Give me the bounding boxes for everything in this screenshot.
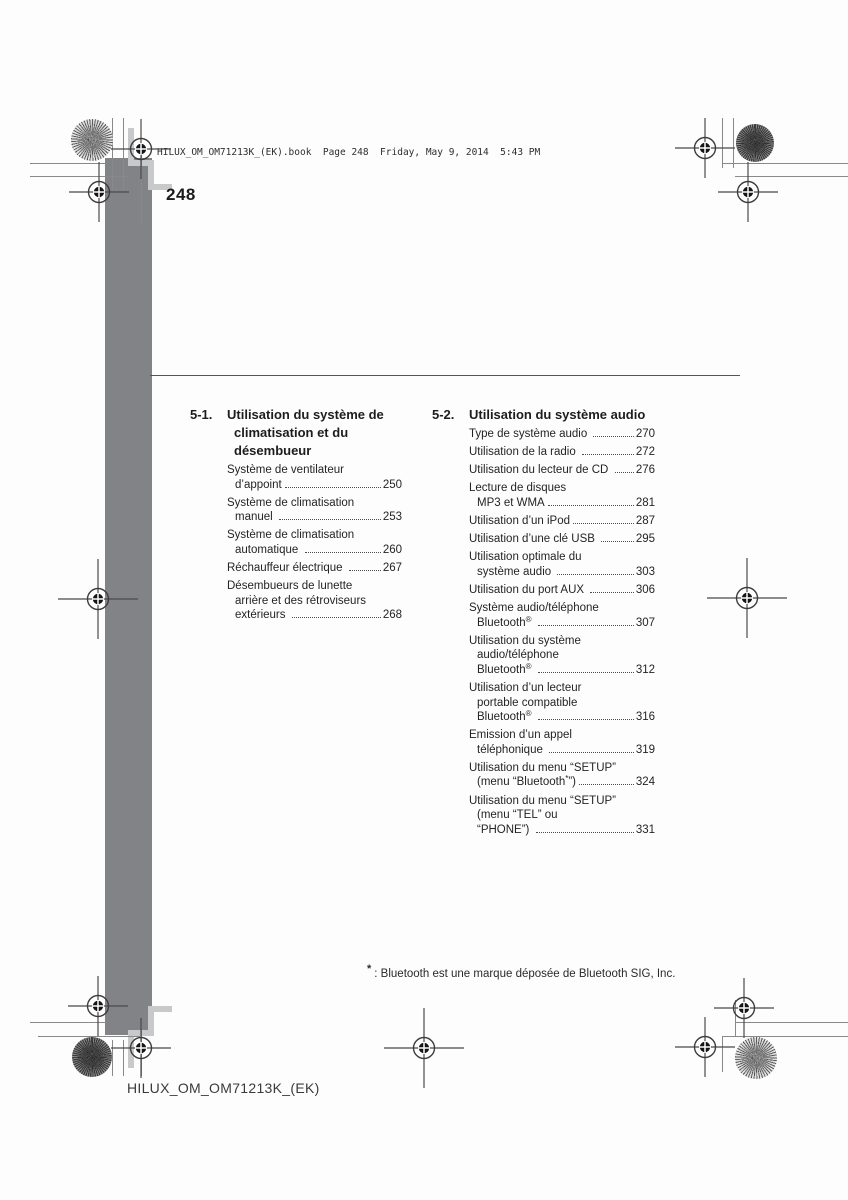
toc-entry [469,427,655,442]
toc-section-title-line: climatisation et du désembueur [234,425,349,458]
trim-line [735,1000,736,1036]
registration-crosshair-icon [675,118,735,178]
pinwheel-mark-icon [736,124,774,162]
trim-line [141,1026,142,1076]
toc-page-number: 260 [382,543,402,556]
toc-page-number: 268 [382,609,402,622]
toc-entry-line [227,510,402,525]
toc-entry-line [469,427,655,442]
dot-leader [349,570,381,571]
registration-crosshair-icon [675,1017,735,1077]
toc-entry [227,463,402,492]
registration-crosshair-icon [718,162,778,222]
toc-entry-line [469,663,655,678]
dot-leader [579,784,634,785]
toc-entry-line [469,601,655,616]
toc-entry-text: système audio [477,565,555,578]
dot-leader [538,719,634,720]
toc-page-number: 253 [382,511,402,524]
toc-entry-line [227,478,402,493]
trim-line [30,1022,106,1023]
toc-entry-line [469,514,655,529]
trim-line [123,118,124,190]
toc-entry-text: Utilisation optimale du [469,551,582,564]
toc-entry-text: Utilisation du port AUX [469,583,588,596]
toc-entry-text: Système de climatisation [227,496,355,509]
section-tab-band [105,158,152,1035]
toc-section-heading [190,406,402,460]
dot-leader [279,519,381,520]
trim-line [735,1022,848,1023]
toc-section-heading [432,406,655,424]
dot-leader [292,617,381,618]
toc-entry-line [469,445,655,460]
toc-entry-line [469,808,655,823]
page-number: 248 [166,185,196,204]
toc-entry-line [469,481,655,496]
toc-page-number: 287 [635,514,655,527]
toc-page-number: 316 [635,711,655,724]
section-divider [150,375,740,376]
trim-line [735,176,848,177]
trim-line [722,1036,723,1072]
trim-line [30,163,106,164]
toc-entry-line [227,608,402,623]
toc-entry-line [469,743,655,758]
superscript-symbol: * [565,774,569,784]
toc-page-number: 319 [635,743,655,756]
toc-entry-text: Lecture de disques [469,482,567,495]
toc-entry-text: Utilisation d’un iPod [469,514,571,527]
toc-entry-text: automatique [235,543,302,556]
toc-page-number: 267 [382,562,402,575]
toc-entry-text: Type de système audio [469,428,591,440]
toc-entry [469,550,655,579]
pinwheel-mark-icon [735,1037,777,1079]
dot-leader [538,625,634,626]
toc-entry [469,463,655,478]
trim-line [112,1040,113,1076]
toc-entry-text: Utilisation d’une clé USB [469,533,599,546]
toc-section-number: 5-2. [432,407,455,422]
trim-line [722,1036,848,1037]
trim-mark [148,1006,172,1012]
toc-entry [469,634,655,678]
toc-entry-text: Utilisation du lecteur de CD [469,464,612,477]
toc-page-number: 331 [635,823,655,836]
toc-entry-text: Système de climatisation [227,529,355,542]
toc-entry-line [227,543,402,558]
registration-crosshair-icon [707,558,787,638]
toc-entry [469,728,655,757]
toc-section-number: 5-1. [190,407,213,422]
toc-entry [227,496,402,525]
toc-entry-text: Utilisation du menu “SETUP” [469,794,616,807]
dot-leader [548,505,634,506]
print-header: HILUX_OM_OM71213K_(EK).book Page 248 Friday, May 9, 2014 5:43 PM [157,147,541,158]
trim-line [30,176,128,177]
toc-page-number: 270 [635,428,655,440]
trim-line [722,118,723,168]
footnote-text: : Bluetooth est une marque déposée de Bluetooth SIG, Inc. [374,968,676,980]
toc-entry-line [469,794,655,809]
dot-leader [582,454,634,455]
toc-page-number: 306 [635,583,655,596]
toc-page-number: 272 [635,446,655,459]
toc-entry [469,445,655,460]
superscript-symbol: ® [525,661,532,671]
dot-leader [305,552,381,553]
toc-entry-line [227,579,402,594]
toc-section-51 [190,406,402,841]
toc-entry-line [469,761,655,776]
toc-columns [190,406,655,841]
toc-page-number: 281 [635,496,655,509]
superscript-symbol: ® [525,709,532,719]
dot-leader [538,672,634,673]
toc-entry-text: Bluetooth® [477,614,532,629]
toc-entry-text: (menu “Bluetooth*”) [477,774,577,789]
toc-entry-text: (menu “TEL” ou [477,809,558,822]
toc-entry-list [190,463,402,623]
dot-leader [615,472,634,473]
toc-entry [469,681,655,725]
toc-entry-line [469,565,655,580]
bluetooth-footnote [367,963,676,980]
toc-page-number: 276 [635,464,655,477]
toc-entry-text: Désembueurs de lunette [227,580,353,593]
toc-entry-text: Bluetooth® [477,661,532,676]
toc-entry-text: d’appoint [235,478,282,491]
pinwheel-mark-icon [72,1037,112,1077]
trim-line [123,1040,124,1076]
dot-leader [549,752,634,753]
toc-entry [469,481,655,510]
toc-entry-line [227,463,402,478]
dot-leader [601,541,634,542]
toc-entry-line [469,775,655,790]
registration-crosshair-icon [714,978,774,1038]
toc-entry-text: portable compatible [477,696,578,709]
toc-entry-line [469,634,655,649]
trim-line [141,150,142,226]
toc-entry-line [469,728,655,743]
pinwheel-mark-icon [71,119,113,161]
toc-entry [469,601,655,630]
toc-entry-list [432,427,655,837]
toc-entry [469,794,655,838]
toc-entry-line [227,496,402,511]
toc-entry-line [469,710,655,725]
toc-entry-text: Utilisation du système [469,634,581,647]
toc-page-number: 295 [635,533,655,546]
print-footer: HILUX_OM_OM71213K_(EK) [127,1080,320,1096]
toc-section-title [227,406,402,460]
toc-entry-text: audio/téléphone [477,649,559,662]
toc-entry [469,583,655,598]
toc-entry-line [469,463,655,478]
superscript-symbol: ® [525,614,532,624]
toc-entry [469,532,655,547]
toc-entry-text: téléphonique [477,743,547,756]
toc-entry-text: Utilisation du menu “SETUP” [469,761,616,774]
toc-entry-text: Utilisation d’un lecteur [469,681,582,694]
toc-section-52 [432,406,655,841]
trim-line [722,163,848,164]
toc-entry [227,561,402,576]
toc-entry-text: MP3 et WMA [477,496,545,509]
dot-leader [285,487,381,488]
toc-entry-text: “PHONE”) [477,823,533,836]
toc-page-number: 307 [635,616,655,629]
toc-entry [227,579,402,623]
toc-entry-text: Réchauffeur électrique [227,562,346,575]
toc-section-title [469,406,655,424]
toc-entry-text: Emission d’un appel [469,729,572,742]
toc-entry-line [469,823,655,838]
toc-entry-line [469,696,655,711]
toc-entry [227,528,402,557]
footnote-asterisk: * [367,963,372,975]
dot-leader [557,574,633,575]
toc-entry-text: arrière et des rétroviseurs [235,594,367,607]
dot-leader [593,436,633,437]
toc-section-title-line: Utilisation du système audio [469,407,646,422]
registration-crosshair-icon [384,1008,464,1088]
dot-leader [590,592,634,593]
trim-line [733,118,734,168]
dot-leader [536,832,634,833]
toc-entry-line [469,681,655,696]
toc-entry-line [227,561,402,576]
toc-entry-line [227,594,402,609]
toc-entry [469,761,655,790]
toc-entry-line [469,583,655,598]
toc-page-number: 303 [635,565,655,578]
toc-entry-line [469,648,655,663]
toc-entry-line [469,532,655,547]
toc-entry-text: Système de ventilateur [227,464,344,476]
toc-page-number: 312 [635,663,655,676]
toc-entry-text: Système audio/téléphone [469,601,599,614]
toc-entry-text: Bluetooth® [477,709,532,724]
toc-page-number: 250 [382,478,402,491]
toc-entry-text: extérieurs [235,609,289,622]
dot-leader [573,523,634,524]
toc-entry-line [469,616,655,631]
toc-section-title-line: Utilisation du système de [227,407,384,422]
toc-entry-line [227,528,402,543]
toc-page-number: 324 [635,776,655,789]
toc-entry-text: manuel [235,511,276,524]
toc-entry-line [469,496,655,511]
toc-entry-line [469,550,655,565]
trim-line [112,118,113,190]
toc-entry-text: Utilisation de la radio [469,446,579,459]
toc-entry [469,514,655,529]
